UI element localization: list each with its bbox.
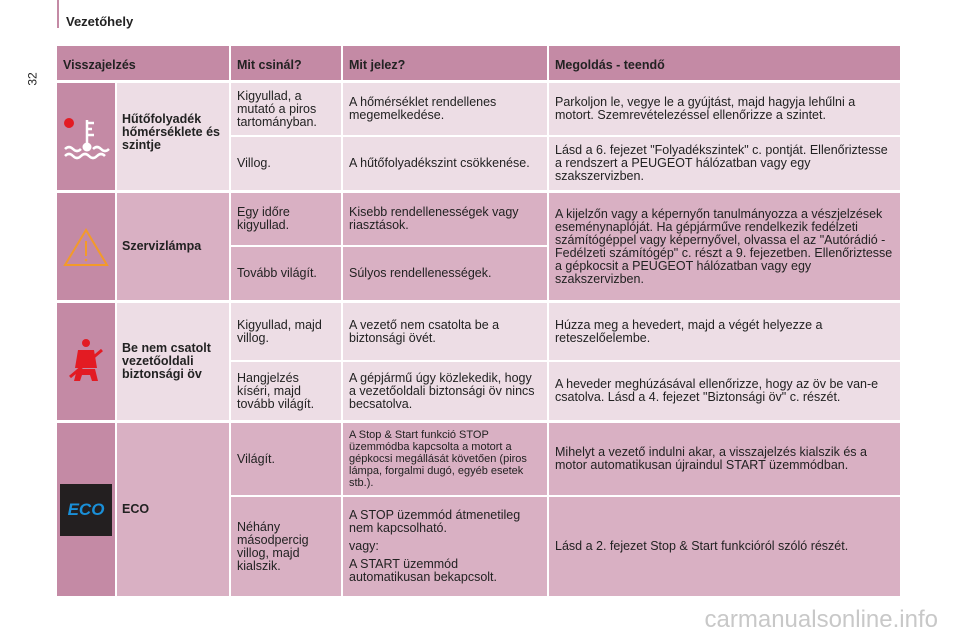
row-name: ECO [117, 423, 229, 596]
row-name: Szervizlámpa [117, 193, 229, 300]
means-or: vagy: [349, 539, 379, 553]
cell-does: Néhány másodpercig villog, majd kialszik. [231, 497, 341, 596]
cell-means: A hőmérséklet rendellenes megemelkedése. [343, 83, 547, 135]
header-means: Mit jelez? [343, 46, 547, 80]
cell-does: Villog. [231, 137, 341, 190]
cell-does: Kigyullad, majd villog. [231, 303, 341, 360]
coolant-temperature-icon [57, 83, 115, 190]
cell-solution: Mihelyt a vezető indulni akar, a visszajelzés kialszik és a motor automatikusan újraindul START üzemmódban. [549, 423, 900, 495]
cell-means: A hűtőfolyadékszint csökkenése. [343, 137, 547, 190]
cell-does: Hangjelzés kíséri, majd tovább világít. [231, 362, 341, 420]
cell-solution: Húzza meg a hevedert, majd a végét helyezze a reteszelőelembe. [549, 303, 900, 360]
means-alt: A START üzemmód automatikusan bekapcsolt. [349, 557, 498, 584]
watermark: carmanualsonline.info [704, 606, 938, 633]
seatbelt-icon [57, 303, 115, 420]
cell-means [343, 497, 547, 596]
means-text: A STOP üzemmód átmenetileg nem kapcsolható. [349, 508, 521, 535]
row-name: Be nem csatolt vezetőoldali biztonsági öv [117, 303, 229, 420]
cell-means: A Stop & Start funkció STOP üzemmódba kapcsolta a motort a gépkocsi megállását követően (piros lámpa, forgalmi dugó, egyéb esetek stb.). [343, 423, 547, 495]
section-title: Vezetőhely [66, 14, 134, 29]
cell-means: Kisebb rendellenességek vagy riasztások. [343, 193, 547, 245]
header-indicator: Visszajelzés [57, 46, 229, 80]
eco-icon: ECO [60, 484, 112, 536]
cell-does: Kigyullad, a mutató a piros tartományban. [231, 83, 341, 135]
row-name: Hűtőfolyadék hőmérséklete és szintje [117, 83, 229, 190]
cell-solution: Lásd a 6. fejezet "Folyadékszintek" c. pontját. Ellenőriztesse a rendszert a PEUGEOT hálózatban vagy egy szakszervizben. [549, 137, 900, 190]
header-solution: Megoldás - teendő [549, 46, 900, 80]
cell-solution: Lásd a 2. fejezet Stop & Start funkcióról szóló részét. [549, 497, 900, 596]
cell-means: A vezető nem csatolta be a biztonsági övét. [343, 303, 547, 360]
cell-means: A gépjármű úgy közlekedik, hogy a vezetőoldali biztonsági öv nincs becsatolva. [343, 362, 547, 420]
cell-solution: Parkoljon le, vegye le a gyújtást, majd hagyja lehűlni a motort. Szemrevételezéssel ellenőrizze a szintet. [549, 83, 900, 135]
eco-icon-cell [57, 423, 115, 596]
warning-triangle-icon [57, 193, 115, 300]
cell-solution: A kijelzőn vagy a képernyőn tanulmányozza a vészjelzések eseménynaplóját. Ha gépjárműve rendelkezik fedélzeti számítógéppel vagy képernyővel, olvassa el az "Autórádió - Fedélzeti számítógép" c. részt a 9. fejezetben. Ellenőriztesse a gépkocsit a PEUGEOT hálózatban vagy egy szakszervizben. [549, 193, 900, 300]
cell-solution: A heveder meghúzásával ellenőrizze, hogy az öv be van-e csatolva. Lásd a 4. fejezet "Biztonsági öv" c. részét. [549, 362, 900, 420]
header-does: Mit csinál? [231, 46, 341, 80]
cell-does: Egy időre kigyullad. [231, 193, 341, 245]
cell-means: Súlyos rendellenességek. [343, 247, 547, 300]
section-marker-line [57, 0, 59, 28]
page-number: 32 [25, 72, 40, 86]
cell-does: Világít. [231, 423, 341, 495]
cell-does: Tovább világít. [231, 247, 341, 300]
